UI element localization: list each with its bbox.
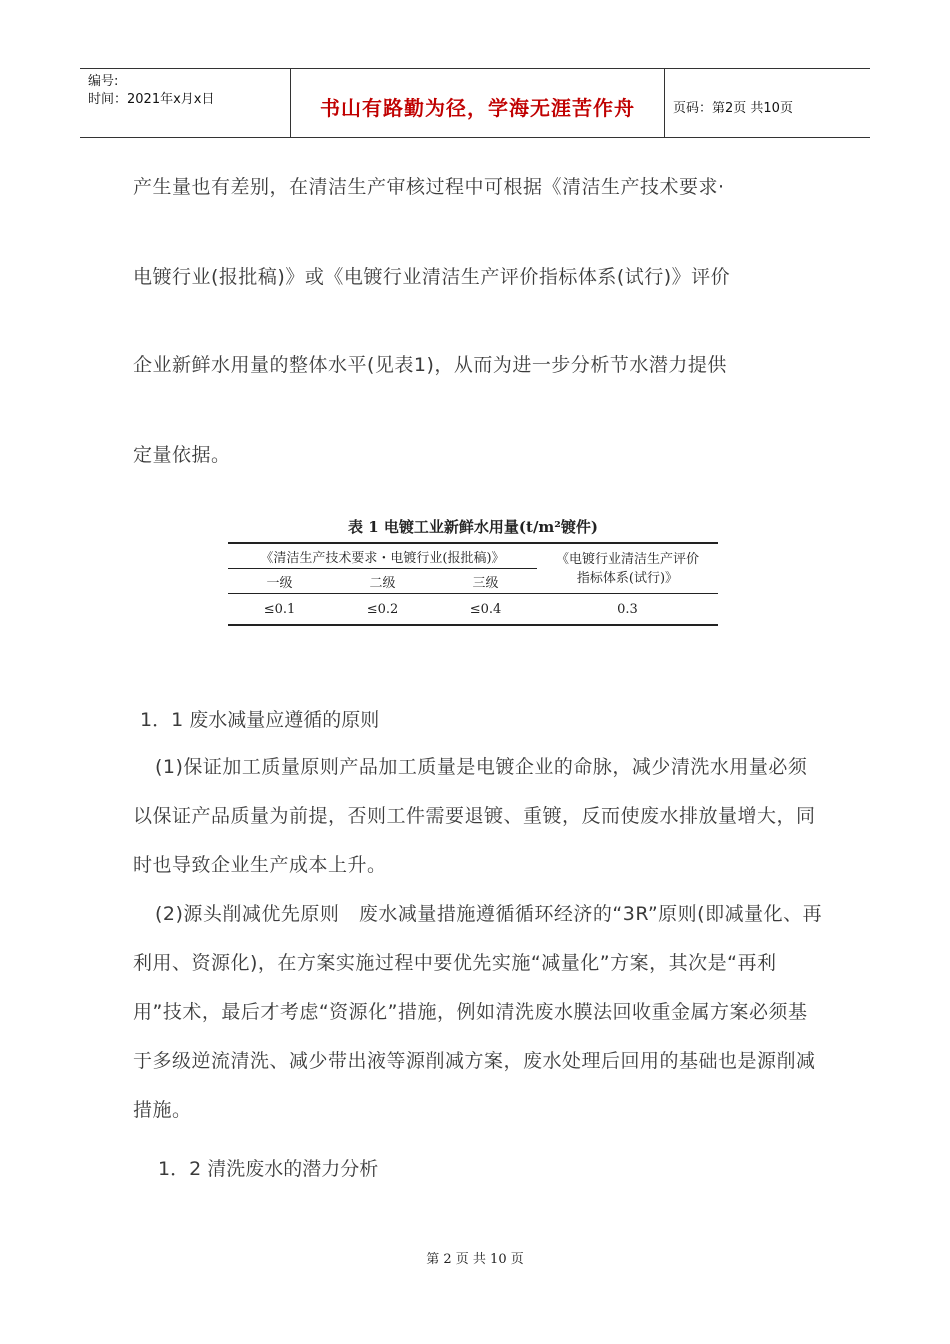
intro-line-1: 产生量也有差别，在清洁生产审核过程中可根据《清洁生产技术要求· xyxy=(133,176,725,198)
table-grid xyxy=(228,542,718,626)
water-usage-table xyxy=(228,512,718,626)
right-header-line-1: 《电镀行业清洁生产评价 xyxy=(555,551,699,567)
level-2-header: 二级 xyxy=(331,569,434,594)
table-group-header: 《清洁生产技术要求・电镀行业(报批稿)》 xyxy=(260,550,505,566)
intro-line-3: 企业新鲜水用量的整体水平(见表1)，从而为进一步分析节水潜力提供 xyxy=(133,354,727,376)
intro-line-2: 电镀行业(报批稿)》或《电镀行业清洁生产评价指标体系(试行)》评价 xyxy=(133,266,731,288)
header-page-info: 页码：第2页 共10页 xyxy=(673,100,793,116)
section-heading-1-2: 1．2 清洗废水的潜力分析 xyxy=(158,1158,379,1180)
document-code-label: 编号: xyxy=(88,74,119,89)
paragraph-quality-principle: (1)保证加工质量原则产品加工质量是电镀企业的命脉，减少清洗水用量必须以保证产品质量为前提，否则工件需要退镀、重镀，反而使废水排放量增大，同时也导致企业生产成本上升。 xyxy=(133,756,816,876)
level-1-value: ≤0.1 xyxy=(228,594,331,626)
paragraph-source-reduction: (2)源头削减优先原则 废水减量措施遵循循环经济的“3R”原则(即减量化、再利用、资源化)，在方案实施过程中要优先实施“减量化”方案，其次是“再利用”技术，最后才考虑“资源化”措施，例如清洗废水膜法回收重金属方案必须基于多级逆流清洗、减少带出液等源削减方案，废水处理后回用的基础也是源削减措施。 xyxy=(133,903,823,1121)
header-motto: 书山有路勤为径，学海无涯苦作舟 xyxy=(291,69,665,137)
header-meta xyxy=(80,69,291,137)
level-2-value: ≤0.2 xyxy=(331,594,434,626)
page-header xyxy=(80,68,870,138)
section-heading-1-1: 1．1 废水减量应遵循的原则 xyxy=(140,709,380,731)
table-title: 表 1 电镀工业新鲜水用量(t/m²镀件) xyxy=(348,518,598,536)
level-1-header: 一级 xyxy=(228,569,331,594)
table-right-header xyxy=(537,543,718,594)
level-3-header: 三级 xyxy=(434,569,537,594)
level-3-value: ≤0.4 xyxy=(434,594,537,626)
index-system-value: 0.3 xyxy=(537,594,718,626)
document-time: 时间：2021年x月x日 xyxy=(88,92,215,107)
right-header-line-2: 指标体系(试行)》 xyxy=(576,570,679,586)
intro-line-4: 定量依据。 xyxy=(133,444,231,466)
page-footer: 第 2 页 共 10 页 xyxy=(426,1252,524,1267)
